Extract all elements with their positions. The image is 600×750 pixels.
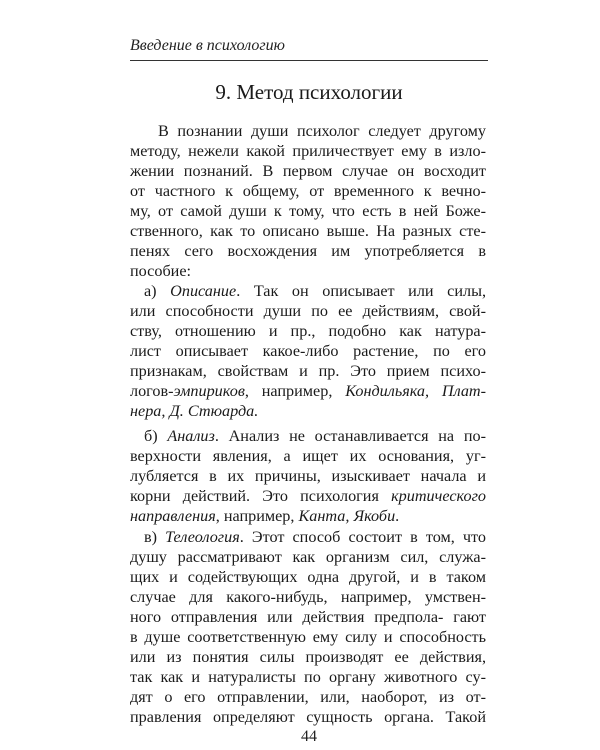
text-line: в душе соответственную ему силу и способность bbox=[130, 628, 486, 646]
text-line: дят о его отправлении, или, наоборот, из от- bbox=[130, 688, 486, 706]
text-span: . bbox=[395, 507, 400, 525]
text-line bbox=[144, 281, 486, 301]
text-line: методу, нежели какой приличествует ему в изло- bbox=[130, 142, 486, 160]
text-span: логов- bbox=[130, 382, 174, 400]
term-emphasis: направления bbox=[130, 507, 216, 525]
text-span: , например, bbox=[215, 507, 299, 525]
name-emphasis: Канта, Якоби bbox=[298, 507, 396, 525]
text-line: ственного, как то описано выше. На разных сте- bbox=[130, 222, 486, 240]
term-emphasis: Описание bbox=[170, 282, 237, 300]
header-rule bbox=[130, 60, 488, 61]
text-line bbox=[130, 506, 486, 526]
text-line: пособие: bbox=[130, 262, 192, 280]
text-span: , например, bbox=[244, 382, 346, 400]
text-line: правления определяют сущность органа. Такой bbox=[130, 708, 486, 726]
text-line: му, от самой души к тому, что есть в ней Боже- bbox=[130, 202, 486, 220]
term-emphasis: Анализ bbox=[167, 427, 215, 445]
text-line: или способности души по ее действиям, свой- bbox=[130, 302, 486, 320]
text-line: ного отправления или действия предпола- гают bbox=[130, 608, 486, 626]
text-line bbox=[130, 381, 486, 401]
text-span: . Анализ не останавливается на по- bbox=[214, 427, 486, 445]
text-span: корни действий. Это психология bbox=[130, 487, 392, 505]
text-line: щих и содействующих одна другой, и в таком bbox=[130, 568, 486, 586]
term-emphasis: критического bbox=[391, 487, 486, 505]
text-line: от частного к общему, от временного к вечно- bbox=[130, 182, 486, 200]
text-line bbox=[130, 486, 486, 506]
text-span: . Так он описывает или силы, bbox=[236, 282, 486, 300]
term-emphasis: эмпириков bbox=[173, 382, 245, 400]
list-marker: б) bbox=[144, 427, 168, 445]
text-line: жении познаний. В первом случае он восходит bbox=[130, 162, 486, 180]
text-line: лубляется в их причины, изыскивает начала и bbox=[130, 467, 486, 485]
text-line: душу рассматривают как организм сил, служа- bbox=[130, 548, 486, 566]
list-marker: а) bbox=[144, 282, 171, 300]
term-emphasis: Телеология bbox=[165, 528, 240, 546]
section-title: 9. Метод психологии bbox=[215, 80, 403, 104]
text-line: пенях сего восхождения им употребляется в bbox=[130, 242, 486, 260]
text-line: признакам, свойствам и пр. Это прием психо- bbox=[130, 362, 486, 380]
text-line: ству, отношению и пр., подобно как натура- bbox=[130, 322, 486, 340]
text-line: верхности явления, а ищет их основания, уг- bbox=[130, 447, 486, 465]
text-line bbox=[144, 426, 486, 446]
text-line: нера, Д. Стюарда. bbox=[130, 402, 259, 420]
list-marker: в) bbox=[144, 528, 166, 546]
text-span: . Этот способ состоит в том, что bbox=[239, 528, 486, 546]
running-header: Введение в психологию bbox=[130, 37, 285, 54]
text-line: случае для какого-нибудь, например, умствен- bbox=[130, 588, 486, 606]
text-line: или из понятия силы производят ее действия, bbox=[130, 648, 486, 666]
text-line: В познании души психолог следует другому bbox=[158, 122, 486, 140]
text-line: лист описывает какое-либо растение, по его bbox=[130, 342, 486, 360]
text-line bbox=[144, 527, 486, 547]
page-number: 44 bbox=[301, 728, 317, 745]
name-emphasis: Кондильяка, Плат- bbox=[345, 382, 487, 400]
text-line: так как и натуралисты по органу животного су- bbox=[130, 668, 486, 686]
